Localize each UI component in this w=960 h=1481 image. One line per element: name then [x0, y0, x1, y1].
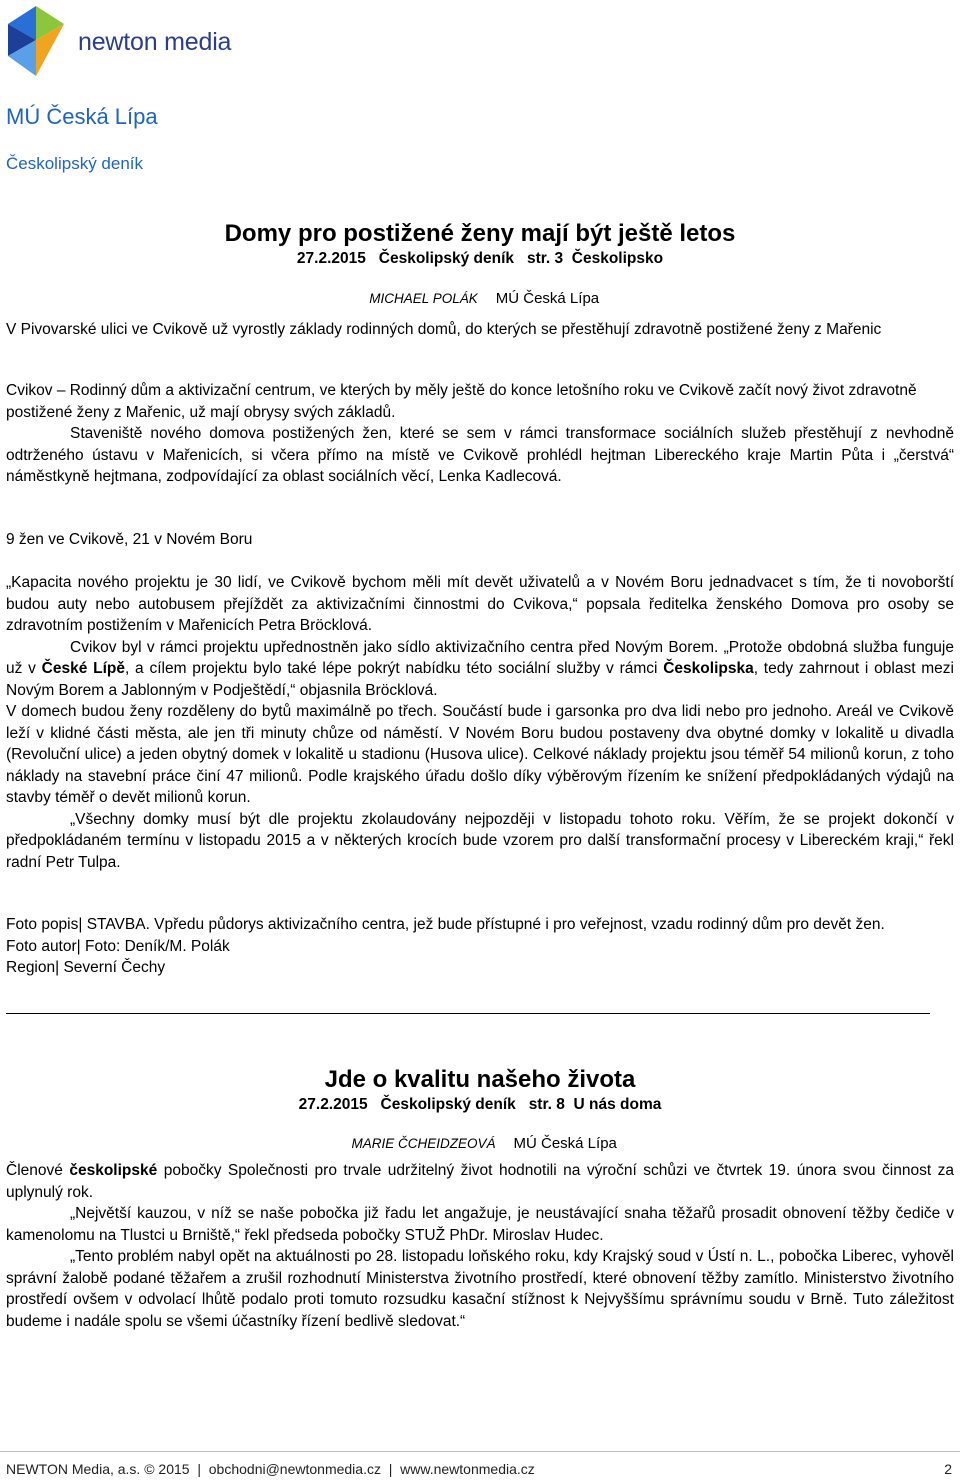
- footer-divider: [0, 1451, 960, 1452]
- footer-text: NEWTON Media, a.s. © 2015 | obchodni@newtonmedia.cz | www.newtonmedia.cz: [6, 1461, 535, 1477]
- article-meta: 27.2.2015 Českolipský deník str. 8 U nás doma: [298, 1096, 662, 1113]
- article-body: [6, 1160, 954, 1332]
- paragraph: „Tento problém nabyl opět na aktuálnosti po 28. listopadu loňského roku, kdy Krajský soud v Ústí n. L., pobočka Liberec, vyhověl správní žalobě podané těžařem a zrušil rozhodnutí Ministerstva životního prostředí, které obnovení těžby zamítlo. Ministerstvo životního prostředí ovšem v odvolací lhůtě podalo proti tomuto rozsudku kasační stížnost k Nejvyššímu správnímu soudu v Brně. Tuto záležitost budeme i nadále spolu se všemi účastníky řízení bedlivě sledovat.“: [6, 1248, 954, 1330]
- article-byline: [0, 1118, 960, 1152]
- paragraph: Staveniště nového domova postižených žen, které se sem v rámci transformace sociálních služeb přestěhují z nevhodně odtrženého ústavu v Mařenicích, si včera přímo na místě ve Cvikově prohlédl hejtman Libereckého kraje Martin Půta i „čerstvá“ náměstkyně hejtmana, zodpovídající za oblast sociálních věcí, Lenka Kadlecová.: [6, 425, 954, 485]
- author: MARIE ČCHEIDZEOVÁ: [351, 1136, 496, 1151]
- region: Region| Severní Čechy: [6, 959, 166, 976]
- article-title: Jde o kvalitu našeho života: [324, 1066, 636, 1093]
- newton-media-logo: [6, 4, 246, 78]
- client-tag: MÚ Česká Lípa: [513, 1135, 617, 1152]
- page-number: 2: [944, 1461, 952, 1477]
- article-title: Domy pro postižené ženy mají být ještě letos: [224, 220, 736, 247]
- client-name: MÚ Česká Lípa: [6, 104, 158, 129]
- article-lead: V Pivovarské ulici ve Cvikově už vyrostly základy rodinných domů, do kterých se přestěhují zdravotně postižené ženy z Mařenic: [6, 321, 882, 338]
- article-body: [6, 380, 954, 488]
- logo-mark-icon: [6, 4, 74, 78]
- photo-author: Foto autor| Foto: Deník/M. Polák: [6, 937, 230, 955]
- photo-caption: Foto popis| STAVBA. Vpředu půdorys aktivizačního centra, jež bude přístupné i pro veřejnost, vzadu rodinný dům pro devět žen.: [6, 916, 885, 933]
- bold-mention: České Lípě: [41, 660, 125, 677]
- author: MICHAEL POLÁK: [369, 291, 478, 306]
- paragraph: „Všechny domky musí být dle projektu zkolaudovány nejpozději v listopadu tohoto roku. Věřím, že se projekt dokončí v předpokládaném termínu v listopadu 2015 a v některých krocích bude vzorem pro další transformační procesy v Libereckém kraji,“ řekl radní Petr Tulpa.: [6, 810, 954, 871]
- paragraph: V domech budou ženy rozděleny do bytů maximálně po třech. Součástí bude i garsonka pro dva lidi nebo pro jednoho. Areál ve Cvikově leží v klidné části města, ale jen tři minuty chůze od náměstí. V Novém Boru budou postaveny dva obytné domky v lokalitě u divadla (Revoluční ulice) a jeden obytný domek v lokalitě u stadionu (Husova ulice). Celkové náklady projektu jsou téměř 54 milionů korun, z toho náklady na stavební práce činí 47 milionů. Podle krajského úřadu došlo díky výběrovým řízením ke snížení předpokládaných výdajů na stavby téměř o devět milionů korun.: [6, 703, 954, 806]
- paragraph: Cvikov byl v rámci projektu upřednostněn jako sídlo aktivizačního centra před Novým Borem. „Protože obdobná služba funguje už v České Lípě, a cílem projektu bylo také lépe pokrýt nabídku této sociální služby v rámci Českolipska, tedy zahrnout i oblast mezi Novým Borem a Jablonným v Podještědí,“ objasnila Bröcklová.: [6, 638, 954, 699]
- bold-mention: Českolipska: [663, 660, 754, 677]
- paragraph: Členové českolipské pobočky Společnosti pro trvale udržitelný život hodnotili na výroční schůzi ve čtvrtek 19. února svou činnost za uplynulý rok.: [6, 1162, 954, 1201]
- bold-mention: českolipské: [69, 1162, 158, 1179]
- paragraph: „Kapacita nového projektu je 30 lidí, ve Cvikově bychom měli mít devět uživatelů a v Novém Boru jednadvacet s tím, že ti novoborští budou auty nebo autobusem přejíždět za aktivizačními činnostmi do Cvikova,“ popsala ředitelka ženského Domova pro osoby se zdravotním postižením v Mařenicích Petra Bröcklová.: [6, 574, 954, 634]
- paragraph: „Největší kauzou, v níž se naše pobočka již řadu let angažuje, je neustávající snaha těžařů prosadit obnovení těžby čediče v kamenolomu na Tlustci u Brniště,“ řekl předseda pobočky STUŽ PhDr. Miroslav Hudec.: [6, 1205, 954, 1244]
- article-divider: [6, 1013, 930, 1014]
- article-meta: 27.2.2015 Českolipský deník str. 3 Českolipsko: [296, 250, 664, 267]
- logo-text: newton media: [78, 28, 232, 56]
- photo-info: [6, 914, 954, 979]
- article-body-2: [6, 572, 954, 873]
- article-byline: [0, 273, 960, 307]
- client-tag: MÚ Česká Lípa: [495, 290, 600, 307]
- paragraph: Cvikov – Rodinný dům a aktivizační centrum, ve kterých by měly ještě do konce letošního roku ve Cvikově začít nový život zdravotně postižené ženy z Mařenic, už mají obrysy svých základů.: [6, 382, 917, 421]
- subheading: 9 žen ve Cvikově, 21 v Novém Boru: [6, 531, 253, 548]
- medium-name: Českolipský deník: [6, 154, 144, 173]
